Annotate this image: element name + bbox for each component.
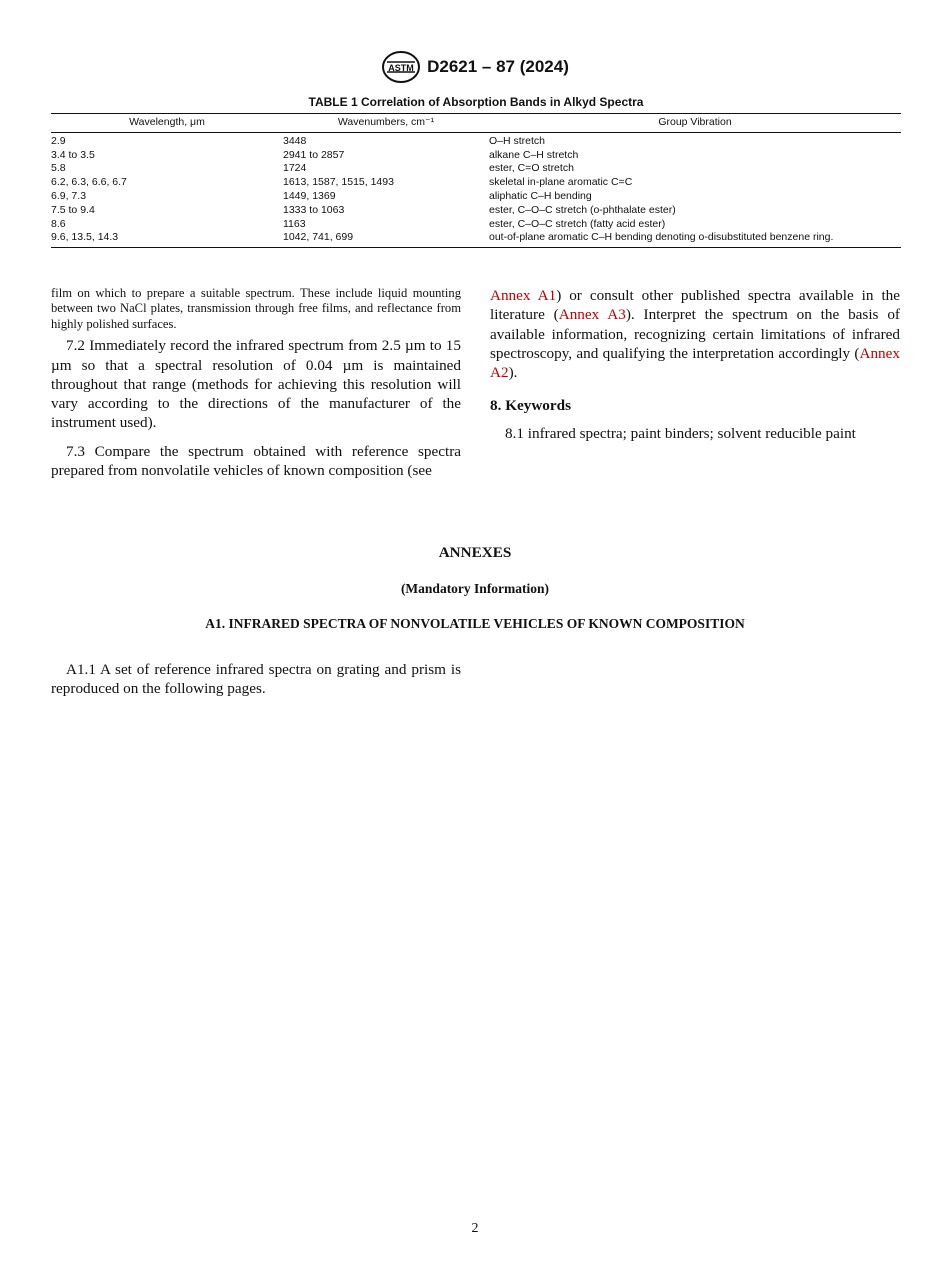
keywords-heading: 8. Keywords [490, 397, 571, 415]
table-row [51, 231, 901, 247]
annexes-heading: ANNEXES [438, 544, 512, 561]
cell-wavelength: 6.9, 7.3 [51, 189, 87, 202]
cell-wavenumbers: 1163 [283, 217, 306, 230]
table-row [51, 190, 901, 204]
annex-a1-link[interactable]: Annex A1 [490, 287, 557, 304]
paragraph-7-3-continuation [490, 286, 900, 382]
cell-group-vibration: skeletal in-plane aromatic C=C [489, 176, 633, 189]
cell-wavenumbers: 1724 [283, 162, 307, 175]
cell-wavelength: 9.6, 13.5, 14.3 [51, 231, 119, 244]
cell-wavelength: 6.2, 6.3, 6.6, 6.7 [51, 176, 127, 189]
cell-group-vibration: aliphatic C–H bending [489, 189, 592, 202]
cell-group-vibration: O–H stretch [489, 134, 546, 147]
annex-a3-link[interactable]: Annex A3 [558, 306, 626, 324]
cell-wavelength: 5.8 [51, 162, 66, 175]
paragraph-text: ). Interpret the spectrum on the basis of available information, recognizing certain limitations of infrared spectroscopy, and qualifying the interpretation accordingly ( [490, 306, 900, 362]
cell-group-vibration: ester, C–O–C stretch (fatty acid ester) [489, 217, 666, 230]
cell-wavelength: 3.4 to 3.5 [51, 148, 95, 161]
column-header-wavenumbers: Wavenumbers, cm⁻¹ [283, 114, 489, 133]
table-row [51, 176, 901, 190]
column-header-group-vibration: Group Vibration [489, 114, 901, 133]
absorption-bands-table [51, 113, 901, 248]
astm-logo-icon [381, 50, 421, 84]
cell-wavelength: 7.5 to 9.4 [51, 203, 95, 216]
paragraph-a1-1-text: A1.1 A set of reference infrared spectra on grating and prism is reproduced on the following pages. [51, 661, 461, 698]
table-row [51, 149, 901, 163]
cell-group-vibration: ester, C=O stretch [489, 162, 574, 175]
cell-group-vibration: alkane C–H stretch [489, 148, 579, 161]
mandatory-information-heading: (Mandatory Information) [400, 581, 550, 596]
cell-wavenumbers: 1613, 1587, 1515, 1493 [283, 176, 394, 189]
cell-wavelength: 2.9 [51, 134, 66, 147]
paragraph-text: ) or consult other published spectra available in the literature ( [490, 287, 900, 324]
paragraph-8-1: 8.1 infrared spectra; paint binders; solvent reducible paint [505, 424, 856, 442]
document-number: D2621 – 87 (2024) [427, 57, 569, 76]
table-row [51, 132, 901, 148]
paragraph-7-2: 7.2 Immediately record the infrared spectrum from 2.5 µm to 15 µm so that a spectral resolution of 0.04 µm is maintained throughout that range (methods for achieving this resolution will vary according to the directions of the manufacturer of the instrument used). [51, 337, 461, 432]
cell-group-vibration: out-of-plane aromatic C–H bending denoting o-disubstituted benzene ring. [489, 231, 834, 244]
cell-wavenumbers: 2941 to 2857 [283, 148, 345, 161]
table-row [51, 204, 901, 218]
cell-wavenumbers: 1042, 741, 699 [283, 231, 354, 244]
cell-wavelength: 8.6 [51, 217, 66, 230]
annex-a2-link[interactable]: Annex A2 [490, 344, 900, 382]
cell-wavenumbers: 1449, 1369 [283, 189, 336, 202]
page-header [0, 50, 950, 84]
paragraph-7-1-continuation: film on which to prepare a suitable spectrum. These include liquid mounting between two NaCl plates, transmission through free films, and reflectance from highly polished surfaces. [51, 286, 461, 331]
svg-text:ASTM: ASTM [388, 63, 414, 73]
right-column [490, 286, 900, 452]
annex-a1-title: A1. INFRARED SPECTRA OF NONVOLATILE VEHICLES OF KNOWN COMPOSITION [205, 616, 745, 631]
cell-group-vibration: ester, C–O–C stretch (o-phthalate ester) [489, 203, 676, 216]
paragraph-text: ). [508, 364, 518, 382]
column-header-wavelength: Wavelength, μm [51, 114, 283, 133]
page-number: 2 [471, 1221, 479, 1236]
cell-wavenumbers: 1333 to 1063 [283, 203, 345, 216]
table-header-row [51, 114, 901, 133]
paragraph-7-3-start: 7.3 Compare the spectrum obtained with reference spectra prepared from nonvolatile vehicles of known composition (see [51, 442, 461, 479]
table-row [51, 218, 901, 232]
left-column [51, 286, 461, 489]
cell-wavenumbers: 3448 [283, 134, 307, 147]
table-row [51, 162, 901, 176]
paragraph-a1-1 [51, 660, 461, 708]
table-title: TABLE 1 Correlation of Absorption Bands in Alkyd Spectra [308, 95, 644, 109]
